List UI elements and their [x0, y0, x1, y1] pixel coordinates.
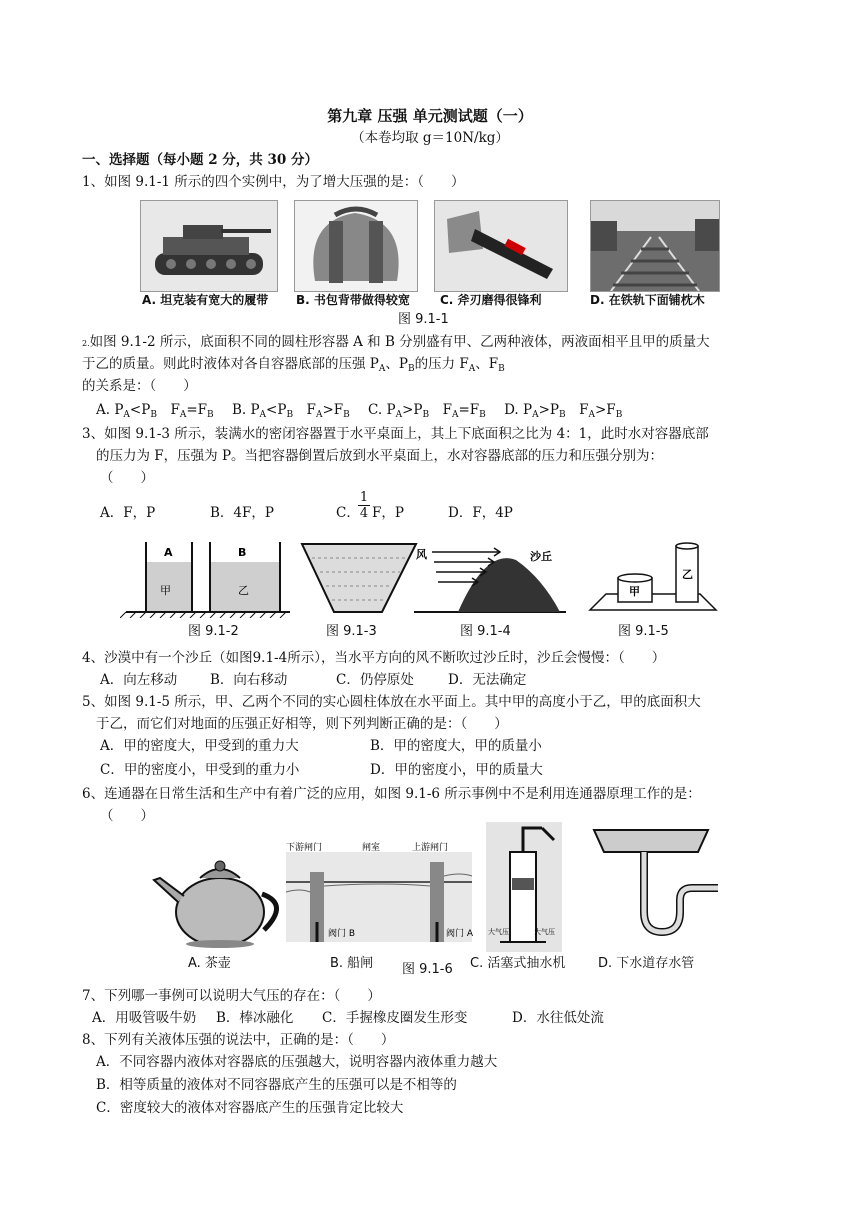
wind-label: 风 [416, 548, 427, 561]
figures-row [120, 538, 720, 618]
option-c: C. $P_A>P_B$ $F_A=F_B$ [368, 402, 486, 420]
drain-trap-caption: D. 下水道存水管 [598, 956, 695, 971]
section-heading: 一、选择题（每小题 2 分，共 30 分） [82, 152, 318, 168]
option-a: A. $P_A<P_B$ $F_A=F_B$ [96, 402, 214, 420]
pump-label-atm-left: 大气压 [488, 928, 509, 936]
fig-9-1-4-diagram [414, 547, 566, 612]
question-2-number: 2. [82, 339, 90, 348]
tank-photo [140, 200, 278, 292]
option-b: B．棒冰融化 [216, 1010, 294, 1026]
question-5-line-1: 5、如图 9.1-5 所示，甲、乙两个不同的实心圆柱体放在水平面上。其中甲的高度小于乙，甲的底面积大 [82, 694, 701, 710]
subscript-a: A [378, 364, 386, 374]
figure-9-1-6 [150, 822, 740, 952]
question-5-line-2: 于乙，而它们对地面的压强正好相等，则下列判断正确的是：（ ） [96, 716, 508, 732]
fraction-numerator: 1 [359, 490, 369, 505]
option-d: D．F，4P [448, 505, 513, 521]
pump-label-atm-right: 大气压 [534, 928, 555, 936]
pump-caption: C. 活塞式抽水机 [470, 956, 566, 971]
teapot-caption: A. 茶壶 [188, 956, 231, 971]
option-d: D．水往低处流 [512, 1010, 604, 1026]
subscript-a: A [468, 364, 476, 374]
container-a-label: A [164, 546, 173, 559]
page-title: 第九章 压强 单元测试题（一） [327, 107, 533, 125]
option-a: A．不同容器内液体对容器底的压强越大，说明容器内液体重力越大 [96, 1054, 498, 1070]
question-1-stem: 1、如图 9.1-1 所示的四个实例中，为了增大压强的是：（ ） [82, 174, 465, 190]
question-6-line-1: 6、连通器在日常生活和生产中有着广泛的应用，如图 9.1-6 所示事例中不是利用连通器原理工作的是： [82, 786, 701, 802]
railway-photo [590, 200, 720, 292]
option-c: C．密度较大的液体对容器底产生的压强肯定比较大 [96, 1100, 404, 1116]
option-c: C．仍停原处 [336, 672, 414, 688]
option-d-caption: D. 在铁轨下面铺枕木 [590, 293, 705, 307]
option-a: A．甲的密度大，甲受到的重力大 [100, 738, 299, 754]
fig-9-1-4-label: 图 9.1-4 [460, 624, 511, 639]
option-b-caption: B. 书包背带做得较宽 [296, 293, 410, 307]
option-a: A．用吸管吸牛奶 [92, 1010, 197, 1026]
piston-pump-diagram [486, 822, 562, 952]
question-2-line-1: 如图 9.1-2 所示，底面积不同的圆柱形容器 A 和 B 分别盛有甲、乙两种液体，两液面相平且甲的质量大 [89, 334, 710, 350]
fig-9-1-6-label: 图 9.1-6 [402, 962, 453, 977]
lock-label-chamber: 闸室 [362, 843, 381, 853]
option-c-suffix: F，P [372, 505, 404, 521]
figure-label: 图 9.1-1 [398, 312, 449, 327]
question-8-stem: 8、下列有关液体压强的说法中，正确的是：（ ） [82, 1032, 395, 1048]
question-4-stem: 4、沙漠中有一个沙丘（如图9.1-4所示），当水平方向的风不断吹过沙丘时，沙丘会慢慢：（ ） [82, 650, 666, 666]
option-b: B. $P_A<P_B$ $F_A>F_B$ [231, 402, 350, 420]
drain-trap-diagram [594, 830, 718, 932]
option-c-caption: C. 斧刃磨得很锋利 [440, 293, 542, 307]
question-2-line-3: 的关系是：（ ） [82, 378, 197, 394]
container-b-label: B [238, 546, 247, 559]
lock-label-downstream-gate: 下游闸门 [286, 843, 323, 853]
fig-9-1-2-label: 图 9.1-2 [188, 624, 239, 639]
option-a: A．F，P [100, 505, 156, 521]
option-a: A．向左移动 [100, 672, 178, 688]
axe-photo [434, 200, 568, 292]
fraction [358, 490, 370, 521]
cylinder-yi-label: 乙 [682, 568, 693, 581]
question-3-line-2: 的压力为 F，压强为 P。当把容器倒置后放到水平桌面上，水对容器底部的压力和压强分别为： [96, 448, 664, 464]
question-2-line-2: 于乙的质量。则此时液体对各自容器底部的压强 $P_A$、$P_B$的压力 $F_A$、$F_B$ [82, 356, 505, 374]
teapot-diagram [154, 861, 277, 948]
question-7-stem: 7、下列哪一事例可以说明大气压的存在：（ ） [82, 988, 381, 1004]
fig-9-1-5-label: 图 9.1-5 [618, 624, 669, 639]
option-d: D. $P_A>P_B$ $F_A>F_B$ [504, 402, 623, 420]
fraction-denominator: 4 [359, 506, 369, 521]
ship-lock-diagram [286, 841, 474, 942]
fig-9-1-5-diagram [590, 543, 716, 610]
question-2-options [96, 400, 622, 425]
subscript-b: B [498, 364, 505, 374]
liquid-jia-label: 甲 [160, 584, 171, 597]
lock-label-upstream-gate: 上游闸门 [412, 843, 449, 853]
fig-9-1-3-label: 图 9.1-3 [326, 624, 377, 639]
question-3-line-1: 3、如图 9.1-3 所示，装满水的密闭容器置于水平桌面上，其上下底面积之比为 4：1，此时水对容器底部 [82, 426, 709, 442]
question-3-line-3: （ ） [100, 470, 154, 486]
option-c: C．手握橡皮圈发生形变 [322, 1010, 468, 1026]
lock-label-valve-b: 阀门 B [328, 929, 356, 939]
option-b: B．甲的密度大，甲的质量小 [370, 738, 542, 754]
cylinder-jia-label: 甲 [629, 585, 640, 598]
lock-label-valve-a: 阀门 A [446, 929, 474, 939]
option-b: B．4F，P [210, 505, 274, 521]
fig-9-1-3-diagram [302, 544, 416, 612]
dune-label: 沙丘 [530, 550, 552, 563]
option-a-caption: A. 坦克装有宽大的履带 [142, 293, 269, 307]
option-b: B．向右移动 [210, 672, 288, 688]
backpack-photo [294, 200, 418, 292]
option-d: D．甲的密度小，甲的质量大 [370, 762, 543, 778]
fig-9-1-2-diagram [120, 542, 290, 618]
ship-lock-caption: B. 船闸 [330, 956, 374, 971]
page-subtitle: （本卷均取 g＝10N/kg） [351, 130, 509, 146]
option-c: C．甲的密度小，甲受到的重力小 [100, 762, 300, 778]
liquid-yi-label: 乙 [238, 584, 249, 597]
question-6-line-2: （ ） [100, 808, 154, 824]
option-b: B．相等质量的液体对不同容器底产生的压强可以是不相等的 [96, 1077, 457, 1093]
option-c-prefix: C． [336, 505, 360, 521]
option-d: D．无法确定 [448, 672, 527, 688]
subscript-b: B [407, 364, 415, 374]
